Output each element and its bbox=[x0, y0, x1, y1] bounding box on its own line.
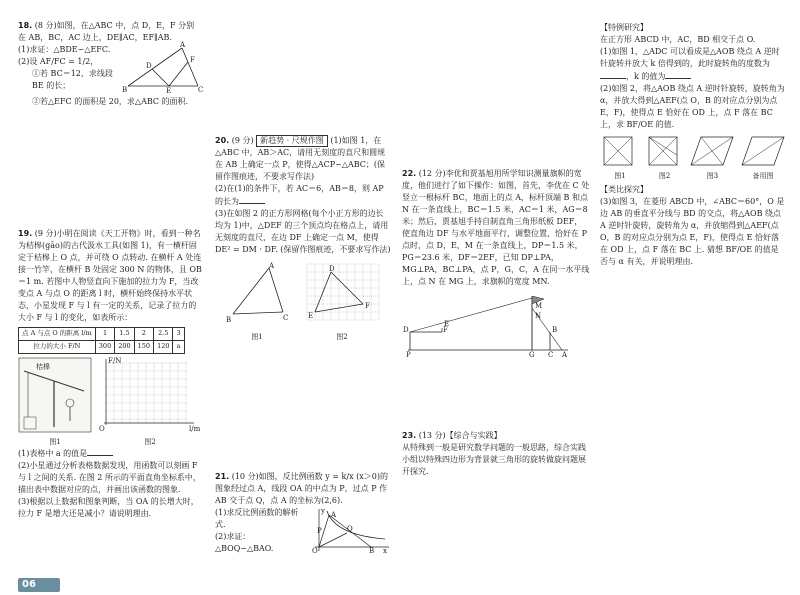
q20-part3: (3)在如图 2 的正方形网格(每个小正方形的边长均为 1)中，△DEF 的三个顶点均在格点上，请用无刻度的直尺，在边 DF 上确定一点 M，使得 DE² = DM · DF. (保留作图痕迹，不要求写作法) bbox=[215, 209, 391, 255]
q20-stem: (1)如图 1，在△ABC 中，AB＞AC，请用无刻度的直尺和圆规在 AB 上确定一点 P，使得△ACP∽△ABC；(保留作图痕迹，不要求写作法) bbox=[215, 136, 386, 182]
table-cell: 200 bbox=[115, 340, 134, 353]
q22-label-p: P bbox=[406, 351, 411, 359]
q19-stem: (9 分)小明在阅读《天工开物》时，看到一种名为桔槔(gāo)的古代汲水工具(如图 1)，有一横杆固定于桔槔上 O 点，并可绕 O 点转动. 在横杆 A 处连接一竹竿，在横杆 B 处固定 300 N 的物体，且 OB＝1 m. 若图中人物竖直向下施加的拉力为 F，当改变点 A 与点 O 的距离 l 时，横杆始终保持水平状态，小星发现 F 与 l 有一定的关系，记录了拉力的大小 F 与 l 的变化，如表所示： bbox=[18, 229, 202, 322]
q19-origin-label: O bbox=[99, 424, 105, 433]
q21-label-y: y bbox=[321, 506, 325, 515]
q18-stem: (8 分)如图，在△ABC 中，点 D，E，F 分别在 AB，BC，AC 边上，DE∥AC，EF∥AB. bbox=[18, 21, 195, 42]
q20-figure-1 bbox=[225, 262, 291, 326]
q22-label-m: M bbox=[535, 302, 543, 310]
q19-caption-2: 图2 bbox=[144, 437, 156, 446]
q18-label-a: A bbox=[180, 41, 186, 49]
q22-label-a: A bbox=[562, 351, 568, 359]
q23-figure-1-wrap bbox=[600, 135, 640, 182]
table-cell: 1 bbox=[95, 328, 114, 341]
q23-section-special: 【特例研究】 bbox=[600, 23, 648, 32]
q19-figure-1 bbox=[18, 357, 92, 433]
q23-number: 23. bbox=[402, 431, 417, 440]
table-cell: 3 bbox=[173, 328, 184, 341]
q21-label-a: A bbox=[331, 510, 337, 519]
q23-caption-3: 图3 bbox=[706, 172, 719, 180]
q18-figure bbox=[122, 42, 202, 94]
q23-intro: 在正方形 ABCD 中，AC，BD 相交于点 O. bbox=[600, 35, 756, 44]
q23-figure-spare bbox=[740, 135, 786, 167]
column-1 bbox=[18, 20, 202, 520]
q22-label-d: D bbox=[403, 326, 409, 334]
q19-part3: (3)根据以上数据和图象判断，当 OA 的长增大时，拉力 F 是增大还是减小？请说明理由. bbox=[18, 497, 199, 518]
table-cell: 1.5 bbox=[115, 328, 134, 341]
question-22 bbox=[402, 168, 590, 358]
q18-part2: (2)设 AF/FC = 1/2， bbox=[18, 57, 99, 66]
column-3 bbox=[402, 20, 590, 478]
force-table-header-row bbox=[19, 328, 185, 341]
q20-caption-1: 图1 bbox=[251, 333, 263, 342]
answer-blank bbox=[87, 447, 113, 456]
page-number-badge bbox=[18, 578, 60, 592]
q20-number: 20. bbox=[215, 136, 230, 145]
q23-part1b: ，k 的值为 bbox=[626, 72, 666, 81]
question-21 bbox=[215, 471, 391, 553]
table-cell: a bbox=[173, 340, 184, 353]
q23-caption-2: 图2 bbox=[658, 172, 671, 180]
q20-caption-2: 图2 bbox=[336, 333, 348, 342]
q23-stem: (13 分)【综合与实践】 bbox=[418, 431, 502, 440]
q21-label-q: Q bbox=[347, 524, 353, 533]
q21-stem: (10 分)如图，反比例函数 y = k/x (x＞0)的图象经过点 A，线段 OA 的中点为 P，过点 P 作 AB 交于点 Q，点 A 的坐标为(2,6). bbox=[215, 471, 388, 505]
q18-label-e: E bbox=[166, 87, 172, 95]
q19-part2: (2)小星通过分析表格数据发现，用函数可以刻画 F 与 l 之间的关系. 在图 2 所示的平面直角坐标系中，描出表中数据对应的点，并画出该函数的图象. bbox=[18, 461, 201, 494]
q20-fig2-label-f: F bbox=[365, 302, 370, 311]
q23-caption-1: 图1 bbox=[614, 172, 626, 180]
q21-figure bbox=[311, 507, 391, 553]
q21-label-b: B bbox=[369, 546, 375, 555]
answer-blank bbox=[600, 70, 626, 79]
table-cell: 120 bbox=[154, 340, 173, 353]
table-cell: 300 bbox=[95, 340, 114, 353]
q22-label-e: E bbox=[444, 320, 450, 328]
q22-label-b: B bbox=[552, 326, 558, 334]
q21-label-o: O bbox=[312, 546, 318, 555]
q20-figure-2-grid bbox=[303, 260, 389, 326]
q21-label-x: x bbox=[383, 546, 387, 555]
q22-number: 22. bbox=[402, 169, 417, 178]
table-cell: 拉力的大小 F/N bbox=[19, 340, 96, 353]
q18-number: 18. bbox=[18, 21, 33, 30]
q18-part2b: ②若△EFC 的面积是 20，求△ABC 的面积. bbox=[32, 97, 189, 106]
q22-label-c: C bbox=[548, 351, 554, 359]
q23-figure-2 bbox=[645, 135, 685, 167]
q23-figure-1 bbox=[600, 135, 640, 167]
q22-label-f: F bbox=[443, 326, 448, 334]
q18-part1: (1)求证：△BDE∽△EFC. bbox=[18, 45, 111, 54]
q19-caption-1: 图1 bbox=[49, 437, 61, 446]
q20-fig1-label-a: A bbox=[269, 262, 275, 271]
q19-fig1-label: 桔槔 bbox=[36, 362, 50, 371]
q18-label-d: D bbox=[146, 62, 152, 70]
q23-section-analogy: 【类比探究】 bbox=[600, 184, 648, 194]
q23-part2: (2)如图 2，将△AOB 绕点 A 逆时针旋转，旋转角为 α，并放大得到△AEF(点 O，B 的对应点分别为点 E，F)，使得点 E 恰好在 OD 上，点 F 落在 BC 上，求 BF/OE 的值. bbox=[600, 84, 785, 129]
question-23 bbox=[402, 430, 590, 478]
force-table bbox=[18, 327, 185, 354]
column-2 bbox=[215, 20, 391, 553]
question-18 bbox=[18, 20, 202, 108]
table-cell: 150 bbox=[134, 340, 153, 353]
q23-figure-3 bbox=[689, 135, 735, 167]
q19-number: 19. bbox=[18, 229, 33, 238]
q20-fig2-label-e: E bbox=[308, 312, 314, 321]
q23-caption-spare: 备用图 bbox=[752, 172, 774, 180]
q20-score: (9 分) bbox=[231, 136, 254, 145]
q23-figure-2-wrap bbox=[645, 135, 685, 182]
q22-figure bbox=[402, 292, 572, 358]
page-number: 06 bbox=[22, 579, 36, 590]
q22-label-g: G bbox=[529, 351, 535, 359]
q23-figure-spare-wrap bbox=[740, 135, 786, 182]
q21-part1: (1)求反比例函数的解析式. bbox=[215, 507, 299, 529]
q19-axis-x-label: l/m bbox=[189, 424, 201, 433]
q18-label-b: B bbox=[122, 86, 128, 94]
q21-part2: (2)求证：△BOQ∽△BAO. bbox=[215, 531, 274, 553]
q23-part1: (1)如图 1，△ADC 可以看成是△AOB 绕点 A 逆时针旋转并放大 k 倍得到的，此时旋转角的度数为 bbox=[600, 47, 780, 68]
q19-axis-y-label: F/N bbox=[108, 356, 122, 365]
q20-part2: (2)在(1)的条件下，若 AC＝6，AB＝8，则 AP 的长为 bbox=[215, 184, 384, 207]
q20-fig2-label-d: D bbox=[329, 265, 335, 274]
force-table-value-row bbox=[19, 340, 185, 353]
q20-fig1-label-c: C bbox=[283, 314, 289, 323]
q21-label-p: P bbox=[317, 526, 322, 535]
q23-figure-3-wrap bbox=[689, 135, 735, 182]
q18-part2a: ①若 BC＝12，求线段 BE 的长； bbox=[32, 69, 113, 90]
q20-tag: 新趋势 · 尺规作图 bbox=[256, 135, 328, 147]
q19-figure-2-grid bbox=[96, 357, 200, 433]
answer-blank bbox=[665, 70, 691, 79]
q19-part1: (1)表格中 a 的值是 bbox=[18, 449, 88, 458]
table-cell: 2.5 bbox=[154, 328, 173, 341]
q22-stem: (12 分)李优和贾基旭用所学知识测量旗帜的宽度，他们进行了如下操作：如图，首先，李优在 C 处竖立一根标杆 BC，地面上的点 A，标杆顶端 B 和点 N 在一条直线上，BC＝1.5 米，AC＝1 米，AG＝8 米；然后，贾基旭手持自制直角三角形纸板 DEF，使直角边 DF 与水平地面平行，调整位置，恰好在 P 点时，点 D，E，M 在一条直线上，DP＝1.5 米，PG＝23.6 米，DF＝2EF，已知 DP⊥PA，MG⊥PA，BC⊥PA，点 P，G，C，A 在同一水平线上，点 N 在 MG 上，求旗帜的宽度 MN. bbox=[402, 169, 590, 286]
q23-part3: (3)如图 3，在菱形 ABCD 中，∠ABC＝60°，O 是边 AB 的垂直平分线与 BD 的交点，将△AOB 绕点 A 逆时针旋转，旋转角为 α，并放缩得到△AEF(点 O，B 的对应点分别为点 E，F)，使得点 E 恰好落在 OD 上，点 F 落在 BC 上. 猜想 BF/OE 的值是否与 α 有关，并说明理由. bbox=[600, 196, 785, 266]
q21-number: 21. bbox=[215, 471, 230, 481]
q18-label-f: F bbox=[190, 56, 195, 64]
question-20 bbox=[215, 135, 391, 343]
table-cell: 点 A 与点 O 的距离 l/m bbox=[19, 328, 96, 341]
column-4 bbox=[600, 20, 786, 268]
q20-fig1-label-b: B bbox=[226, 316, 232, 325]
answer-blank bbox=[239, 195, 265, 204]
table-cell: 2 bbox=[134, 328, 153, 341]
q23-body: 从特殊到一般是研究数学问题的一般思路，综合实践小组以特殊四边形为背景就三角形的旋转做旋问题展开探究. bbox=[402, 443, 586, 476]
q22-label-n: N bbox=[535, 312, 542, 320]
question-19 bbox=[18, 228, 202, 520]
q18-label-c: C bbox=[198, 86, 204, 94]
